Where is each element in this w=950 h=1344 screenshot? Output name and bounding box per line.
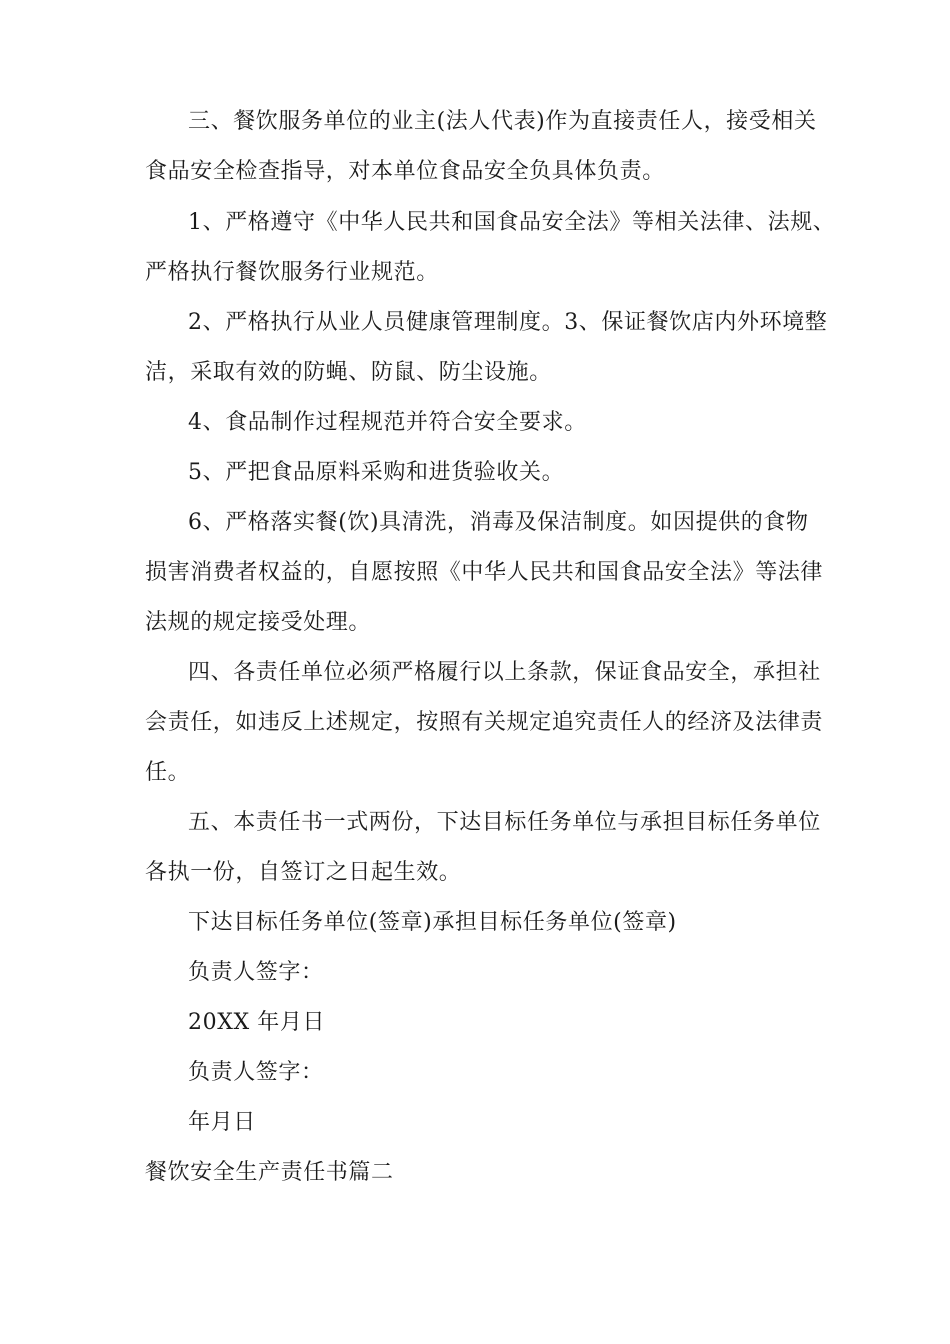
- paragraph-5-line-1: 五、本责任书一式两份，下达目标任务单位与承担目标任务单位: [188, 810, 821, 835]
- item-2-line-1: 2、严格执行从业人员健康管理制度。3、保证餐饮店内外环境整: [188, 310, 828, 335]
- signature-label-1: 负责人签字：: [188, 960, 324, 985]
- section-heading: 餐饮安全生产责任书篇二: [145, 1160, 394, 1185]
- item-1-line-1: 1、严格遵守《中华人民共和国食品安全法》等相关法律、法规、: [188, 210, 836, 235]
- paragraph-3-line-1: 三、餐饮服务单位的业主(法人代表)作为直接责任人，接受相关: [188, 109, 817, 134]
- item-6-line-1: 6、严格落实餐(饮)具清洗，消毒及保洁制度。如因提供的食物: [188, 510, 809, 535]
- item-4: 4、食品制作过程规范并符合安全要求。: [188, 410, 587, 435]
- date-line-1: 20XX 年月日: [188, 1010, 326, 1035]
- item-5: 5、严把食品原料采购和进货验收关。: [188, 460, 565, 485]
- item-2-line-2: 洁，采取有效的防蝇、防鼠、防尘设施。: [145, 360, 552, 385]
- signature-units: 下达目标任务单位(签章)承担目标任务单位(签章): [188, 910, 677, 935]
- item-1-line-2: 严格执行餐饮服务行业规范。: [145, 260, 439, 285]
- item-6-line-2: 损害消费者权益的，自愿按照《中华人民共和国食品安全法》等法律: [145, 560, 824, 585]
- paragraph-4-line-2: 会责任，如违反上述规定，按照有关规定追究责任人的经济及法律责: [145, 710, 824, 735]
- paragraph-4-line-3: 任。: [145, 760, 191, 785]
- paragraph-5-line-2: 各执一份，自签订之日起生效。: [145, 860, 462, 885]
- item-6-line-3: 法规的规定接受处理。: [145, 610, 372, 635]
- paragraph-4-line-1: 四、各责任单位必须严格履行以上条款，保证食品安全，承担社: [188, 660, 821, 685]
- paragraph-3-line-2: 食品安全检查指导，对本单位食品安全负具体负责。: [145, 159, 665, 184]
- date-line-2: 年月日: [188, 1110, 256, 1135]
- signature-label-2: 负责人签字：: [188, 1060, 324, 1085]
